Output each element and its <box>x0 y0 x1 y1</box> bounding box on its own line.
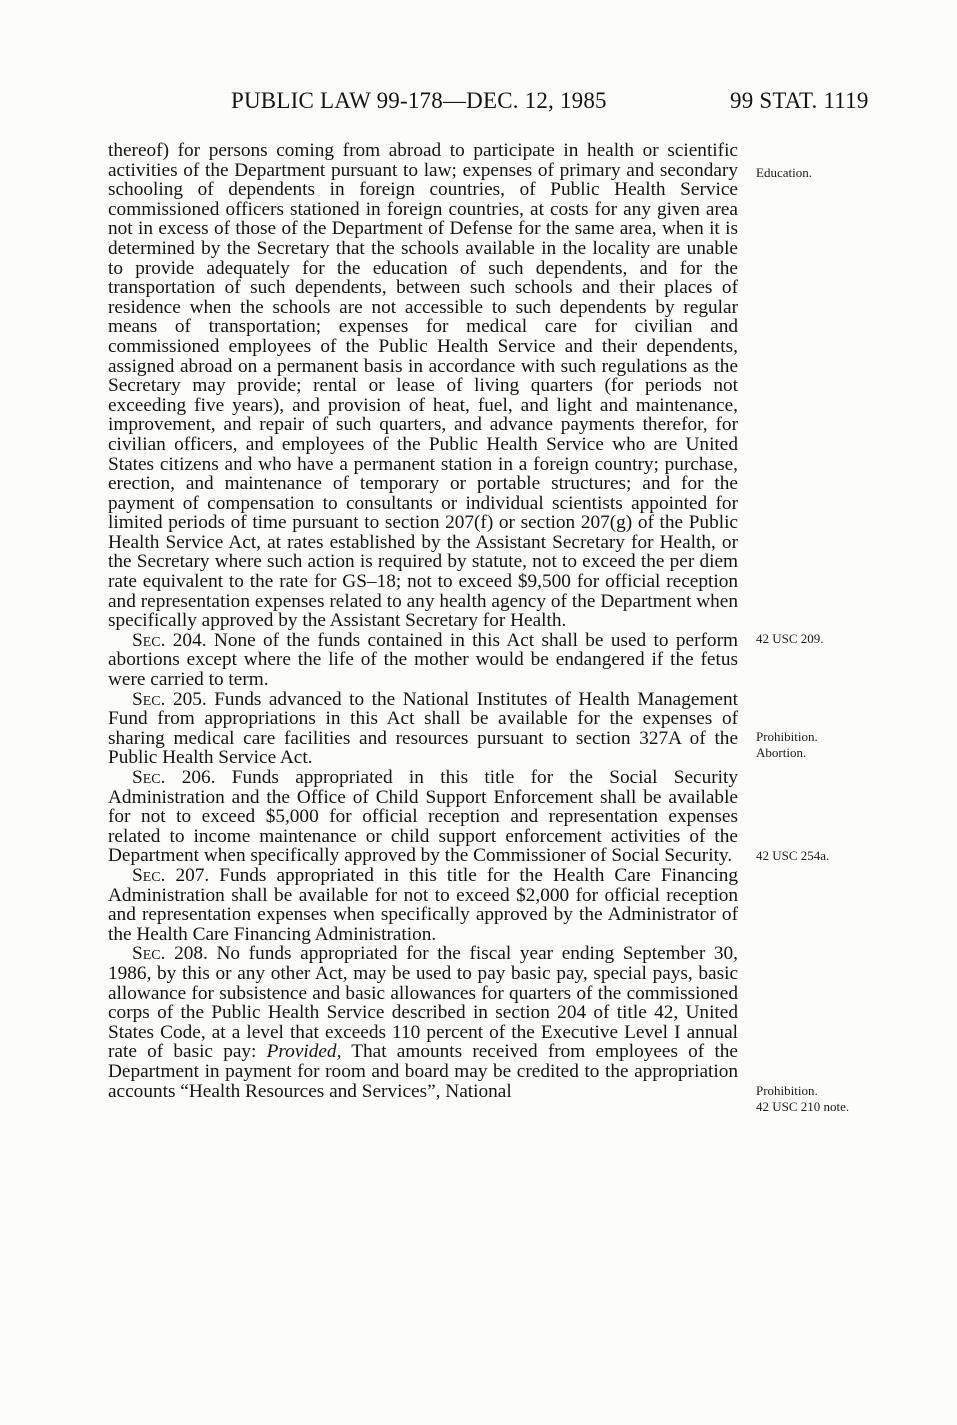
body-text <box>108 141 738 1101</box>
margin-note-usc-209: 42 USC 209. <box>756 631 824 646</box>
margin-note-usc-254a: 42 USC 254a. <box>756 848 830 863</box>
margin-note-prohibition-2: Prohibition. <box>756 1083 818 1098</box>
header-stat-citation: 99 STAT. 1119 <box>730 88 869 113</box>
section-206-text: Funds appropriated in this title for the Social Security Administration and the Office of Child Support Enforcement shall be available for not to exceed $5,000 for official reception and representation expenses related to income maintenance or child support enforcement activities of the Department when specifically approved by the Commissioner of Social Security. <box>108 767 738 867</box>
margin-note-abortion: Abortion. <box>756 745 807 760</box>
section-204-text: None of the funds contained in this Act shall be used to perform abortions except where the life of the mother would be endangered if the fetus were carried to term. <box>108 629 738 691</box>
header-title: PUBLIC LAW 99-178—DEC. 12, 1985 <box>231 88 607 113</box>
section-206-label: Sec. 206. <box>132 767 216 788</box>
section-207-text: Funds appropriated in this title for the Health Care Financing Administration shall be available for not to exceed $2,000 for official reception and representation expenses when specifically approved by the Administrator of the Health Care Financing Administration. <box>108 864 738 945</box>
section-204 <box>108 631 738 690</box>
margin-note-education: Education. <box>756 165 812 180</box>
margin-note-prohibition: Prohibition. <box>756 729 818 744</box>
section-208-label: Sec. 208. <box>132 943 208 965</box>
section-204-label: Sec. 204. <box>132 629 207 651</box>
section-208-text-b: That amounts received from employees of the Department in payment for room and board may be credited to the appropriation accounts “Health Resources and Services”, National <box>108 1041 738 1102</box>
section-208-provided: Provided, <box>266 1041 342 1063</box>
paragraph-continuation: thereof) for persons coming from abroad to participate in health or scientific activities of the Department pursuant to law; expenses of primary and secondary schooling of dependents in foreign countries, of Public Health Service commissioned officers stationed in foreign countries, at costs for any given area not in excess of those of the Department of Defense for the same area, when it is determined by the Secretary that the schools available in the locality are unable to provide adequately for the education of such dependents, and for the transportation of such dependents, between such schools and their places of residence when the schools are not accessible to such dependents by regular means of transportation; expenses for medical care for civilian and commissioned employees of the Public Health Service and their dependents, assigned abroad on a permanent basis in accordance with such regulations as the Secretary may provide; rental or lease of living quarters (for periods not exceeding five years), and provision of heat, fuel, and light and maintenance, improvement, and repair of such quarters, and advance payments therefor, for civilian officers, and employees of the Public Health Service who are United States citizens and who have a permanent station in a foreign country; purchase, erection, and maintenance of temporary or portable structures; and for the payment of compensation to consultants or individual scientists appointed for limited periods of time pursuant to section 207(f) or section 207(g) of the Public Health Service Act, at rates established by the Assistant Secretary for Health, or the Secretary where such action is required by statute, not to exceed the per diem rate equivalent to the rate for GS–18; not to exceed $9,500 for official reception and representation expenses related to any health agency of the Department when specifically approved by the Assistant Secretary for Health. <box>108 140 738 632</box>
section-206 <box>108 768 738 866</box>
section-208-text-a: No funds appropriated for the fiscal year ending September 30, 1986, by this or any other Act, may be used to pay basic pay, special pays, basic allowance for subsistence and basic allowances for quarters of the commissioned corps of the Public Health Service described in section 204 of title 42, United States Code, at a level that exceeds 110 percent of the Executive Level I annual rate of basic pay: <box>108 943 738 1063</box>
section-205-label: Sec. 205. <box>132 688 207 710</box>
section-207-label: Sec. 207. <box>132 864 210 886</box>
section-208 <box>108 944 738 1101</box>
section-205-text: Funds advanced to the National Institutes of Health Management Fund from appropriations in this Act shall be available for the expenses of sharing medical care facilities and resources pursuant to section 327A of the Public Health Service Act. <box>108 688 738 769</box>
section-207 <box>108 866 738 944</box>
section-205 <box>108 690 738 768</box>
page-header <box>0 88 957 122</box>
margin-note-usc-210-note: 42 USC 210 note. <box>756 1099 850 1114</box>
